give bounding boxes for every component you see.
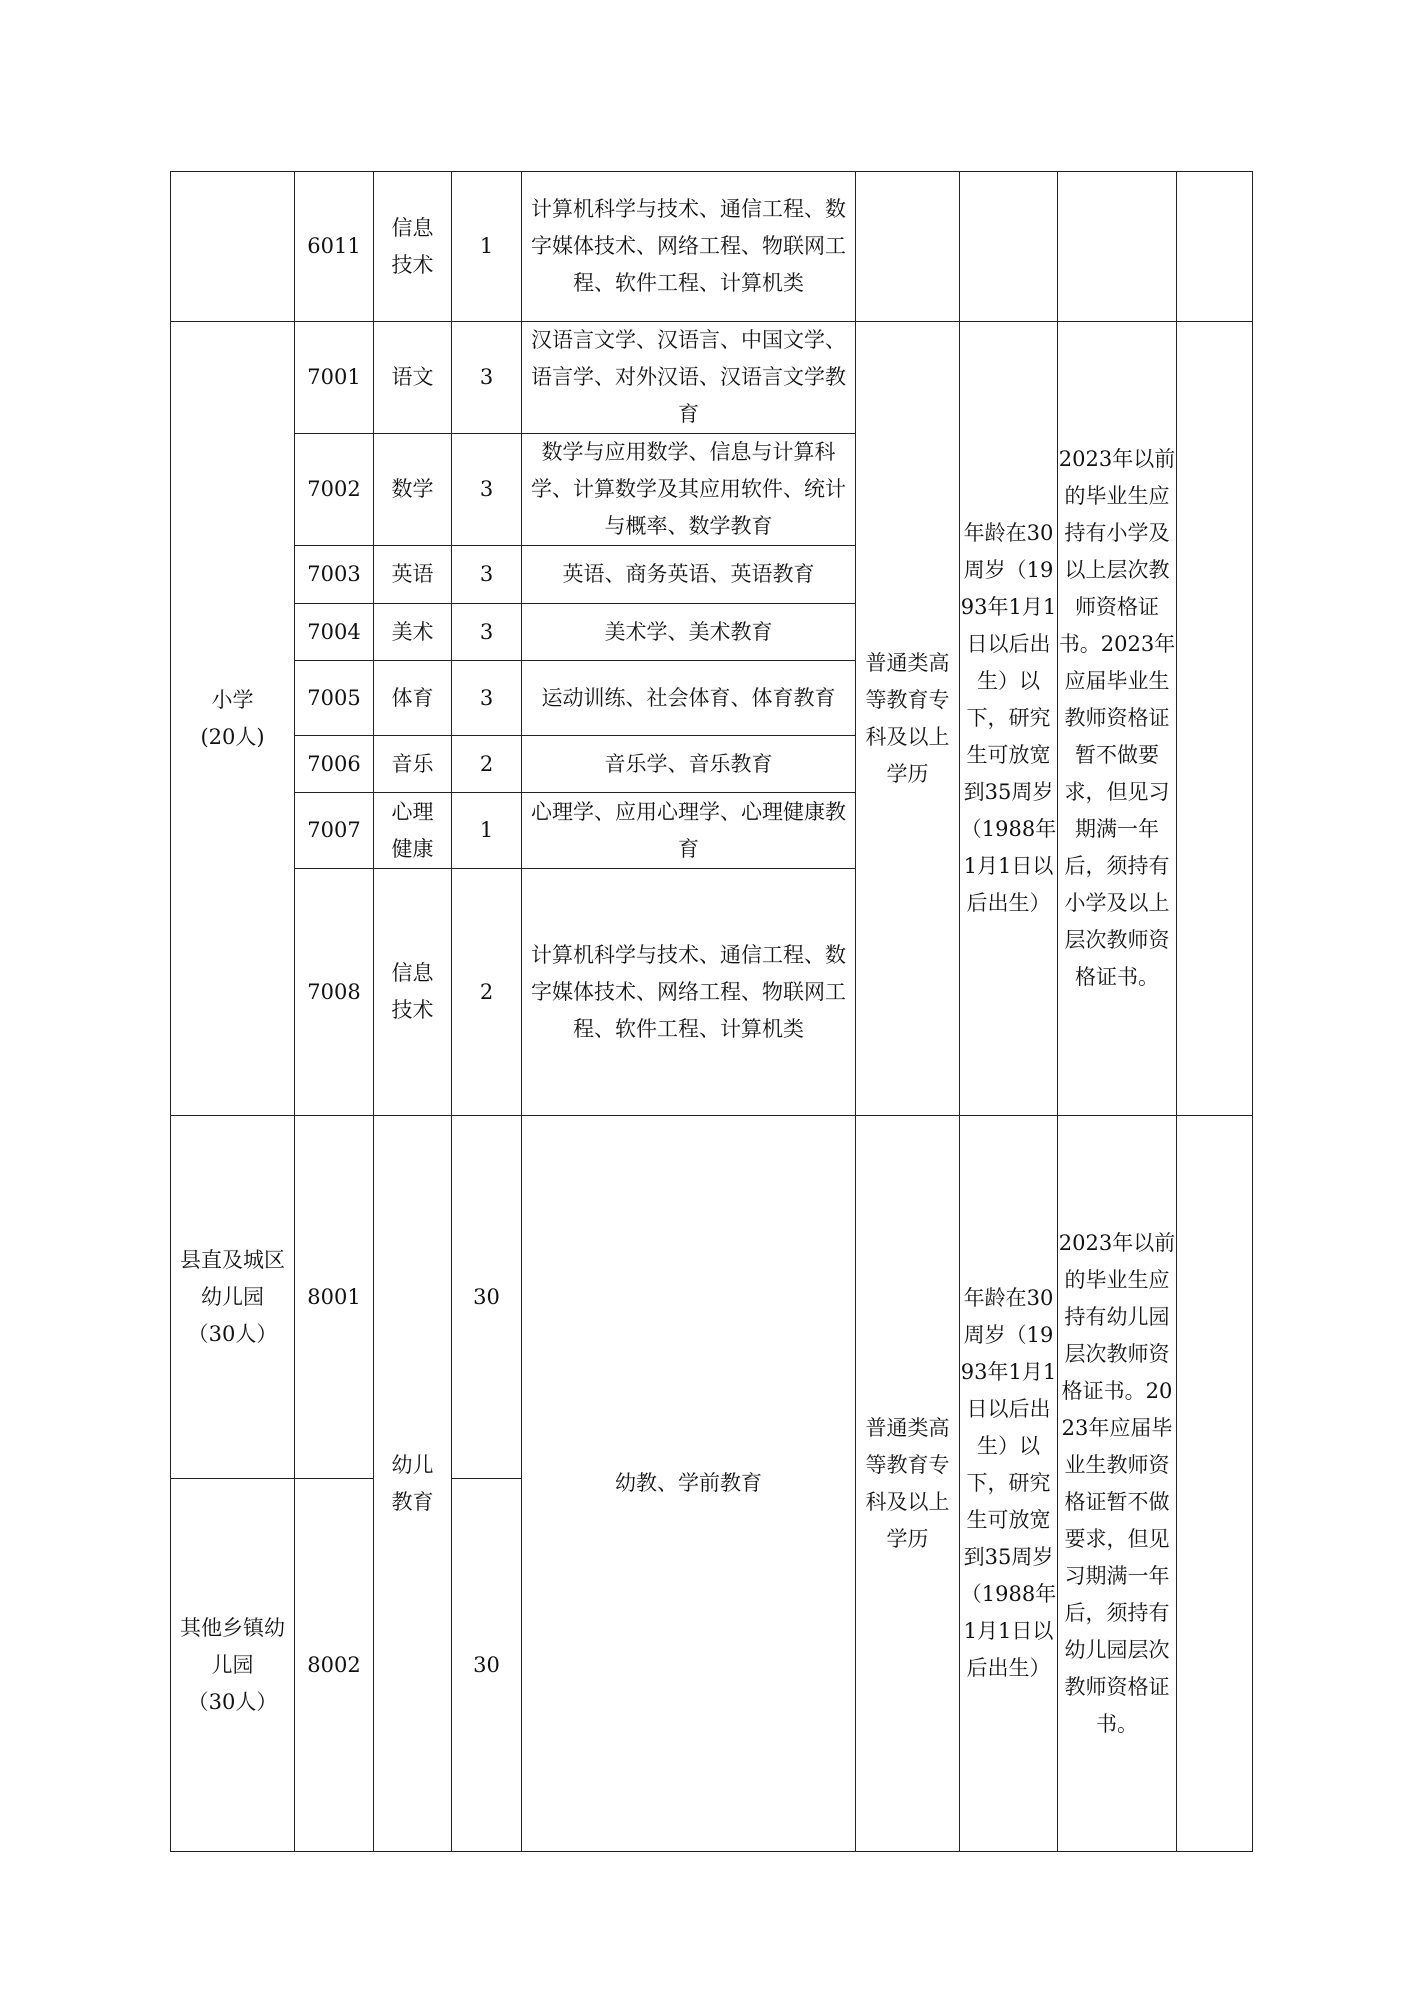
position-code: 7004 [295, 604, 374, 661]
subject-cell: 语文 [374, 322, 452, 434]
education-requirement: 普通类高等教育专科及以上学历 [856, 322, 960, 1116]
recruit-count: 1 [452, 172, 522, 322]
education-cell-empty [856, 172, 960, 322]
subject-cell: 美术 [374, 604, 452, 661]
recruit-count: 3 [452, 546, 522, 604]
age-cell-empty [960, 172, 1058, 322]
segment-cell-empty [171, 172, 295, 322]
table-row [171, 1116, 1253, 1479]
majors-cell: 美术学、美术教育 [522, 604, 856, 661]
majors-cell: 音乐学、音乐教育 [522, 736, 856, 793]
position-code: 7003 [295, 546, 374, 604]
age-requirement: 年龄在30周岁（1993年1月1日以后出生）以下，研究生可放宽到35周岁（1988年1月1日以后出生） [960, 1116, 1058, 1852]
recruit-count: 2 [452, 869, 522, 1116]
segment-kindergarten-township: 其他乡镇幼儿园 （30人） [171, 1479, 295, 1852]
majors-cell: 心理学、应用心理学、心理健康教育 [522, 793, 856, 869]
recruit-count: 30 [452, 1479, 522, 1852]
subject-cell: 心理 健康 [374, 793, 452, 869]
majors-cell: 计算机科学与技术、通信工程、数字媒体技术、网络工程、物联网工程、软件工程、计算机类 [522, 869, 856, 1116]
subject-cell: 信息 技术 [374, 869, 452, 1116]
recruit-count: 3 [452, 322, 522, 434]
subject-cell: 英语 [374, 546, 452, 604]
majors-cell: 数学与应用数学、信息与计算科学、计算数学及其应用软件、统计与概率、数学教育 [522, 434, 856, 546]
table-row [171, 172, 1253, 322]
position-code: 6011 [295, 172, 374, 322]
subject-cell: 体育 [374, 661, 452, 736]
note-cell-empty [1058, 172, 1177, 322]
remark-cell-empty [1177, 172, 1253, 322]
certificate-note: 2023年以前的毕业生应持有小学及以上层次教师资格证书。2023年应届毕业生教师资格证暂不做要求，但见习期满一年后，须持有小学及以上层次教师资格证书。 [1058, 322, 1177, 1116]
position-code: 7007 [295, 793, 374, 869]
segment-kindergarten-county: 县直及城区幼儿园 （30人） [171, 1116, 295, 1479]
certificate-note: 2023年以前的毕业生应持有幼儿园层次教师资格证书。2023年应届毕业生教师资格证暂不做要求，但见习期满一年后，须持有幼儿园层次教师资格证书。 [1058, 1116, 1177, 1852]
subject-cell: 音乐 [374, 736, 452, 793]
education-requirement: 普通类高等教育专科及以上学历 [856, 1116, 960, 1852]
subject-cell: 信息 技术 [374, 172, 452, 322]
recruit-count: 1 [452, 793, 522, 869]
majors-cell: 计算机科学与技术、通信工程、数字媒体技术、网络工程、物联网工程、软件工程、计算机类 [522, 172, 856, 322]
table-row [171, 322, 1253, 434]
majors-cell: 运动训练、社会体育、体育教育 [522, 661, 856, 736]
recruit-count: 3 [452, 604, 522, 661]
age-requirement: 年龄在30周岁（1993年1月1日以后出生）以下，研究生可放宽到35周岁（1988年1月1日以后出生） [960, 322, 1058, 1116]
position-code: 7005 [295, 661, 374, 736]
remark-cell-empty [1177, 322, 1253, 1116]
position-code: 8002 [295, 1479, 374, 1852]
subject-cell: 幼儿 教育 [374, 1116, 452, 1852]
recruitment-table [170, 171, 1253, 1852]
subject-cell: 数学 [374, 434, 452, 546]
position-code: 7001 [295, 322, 374, 434]
position-code: 7008 [295, 869, 374, 1116]
position-code: 7002 [295, 434, 374, 546]
position-code: 7006 [295, 736, 374, 793]
majors-cell: 英语、商务英语、英语教育 [522, 546, 856, 604]
majors-cell: 幼教、学前教育 [522, 1116, 856, 1852]
majors-cell: 汉语言文学、汉语言、中国文学、语言学、对外汉语、汉语言文学教育 [522, 322, 856, 434]
segment-primary: 小学 (20人) [171, 322, 295, 1116]
position-code: 8001 [295, 1116, 374, 1479]
remark-cell-empty [1177, 1116, 1253, 1852]
recruit-count: 2 [452, 736, 522, 793]
recruit-count: 3 [452, 661, 522, 736]
recruit-count: 3 [452, 434, 522, 546]
recruit-count: 30 [452, 1116, 522, 1479]
